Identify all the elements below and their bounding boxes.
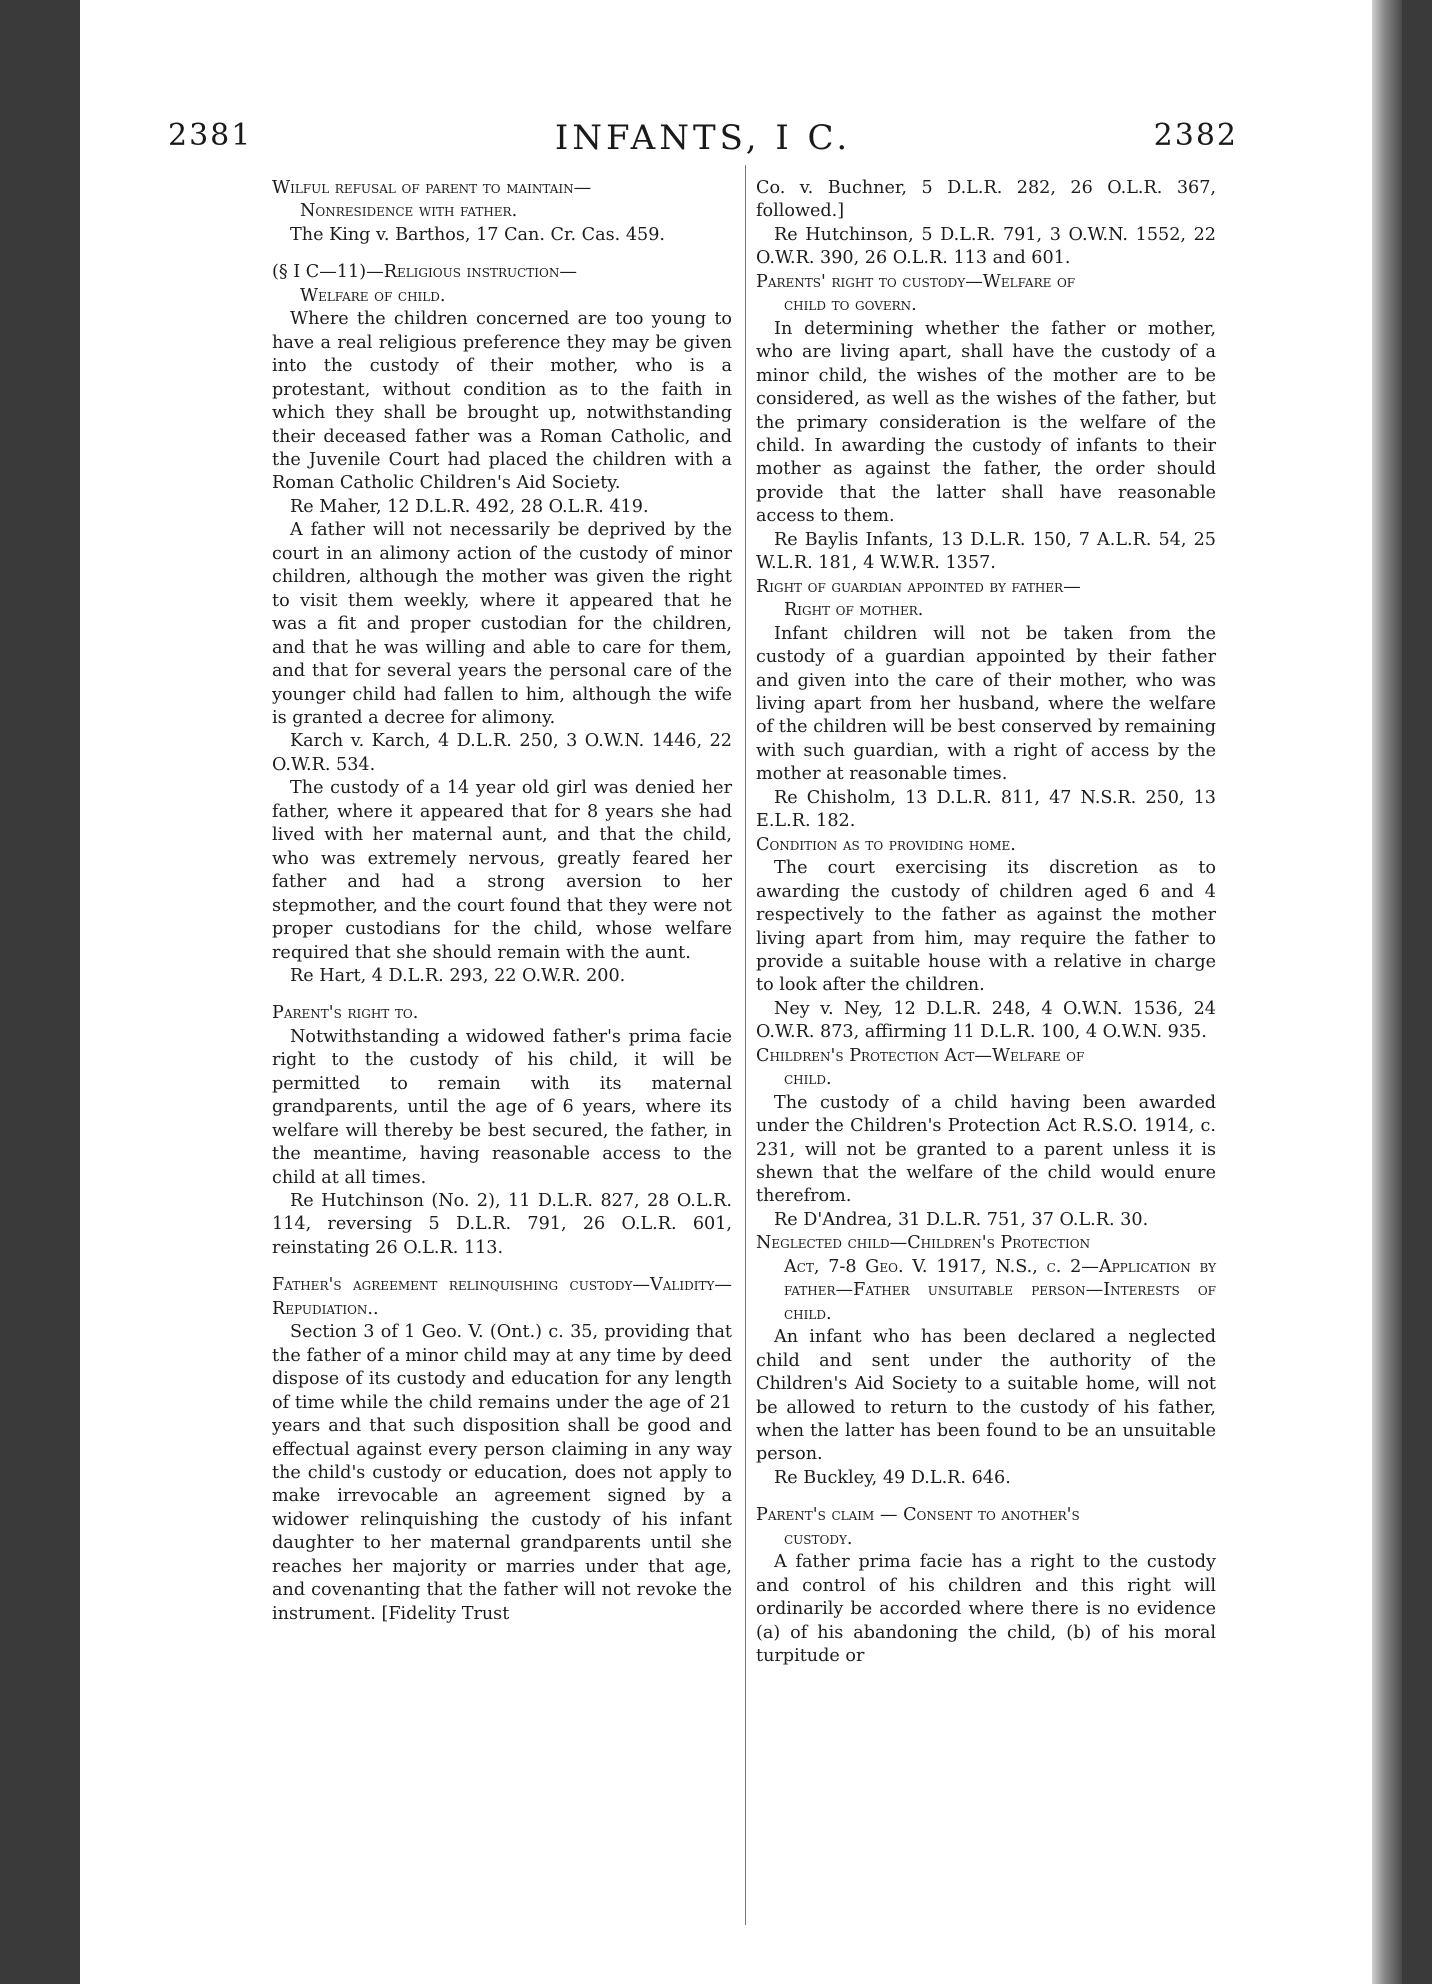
section-heading-text: Children's Protection Act—Welfare of xyxy=(756,1045,1085,1066)
paragraph: In determining whether the father or mother, who are living apart, shall have the custody of a minor child, the wishes of the mother are to be considered, as well as the wishes of the father, but the primary consideration is the welfare of the child. In awarding the custody of infants to their mother as against the father, the order should provide that the latter shall have reasonable access to them. xyxy=(756,318,1216,527)
right-column xyxy=(756,177,1216,1669)
page-header xyxy=(168,118,1238,168)
paragraph: A father will not necessarily be deprived by the court in an alimony action of the custody of minor children, although the mother was given the right to visit them weekly, where it appeared that he was a fit and proper custodian for the children, and that he was willing and able to care for them, and that for several years the personal care of the younger child had fallen to him, although the wife is granted a decree for alimony. xyxy=(272,520,732,728)
case-citation: Re Hutchinson, 5 D.L.R. 791, 3 O.W.N. 1552, 22 O.W.R. 390, 26 O.L.R. 113 and 601. xyxy=(756,224,1216,269)
case-citation: Re Baylis Infants, 13 D.L.R. 150, 7 A.L.R. 54, 25 W.L.R. 181, 4 W.W.R. 1357. xyxy=(756,529,1216,574)
section-heading-subtitle: custody. xyxy=(784,1528,853,1549)
section-heading xyxy=(272,261,732,308)
page-number-left: 2381 xyxy=(168,118,253,153)
section-heading xyxy=(272,177,732,224)
paragraph: Section 3 of 1 Geo. V. (Ont.) c. 35, providing that the father of a minor child may at any time by deed dispose of its custody and education for any length of time while the child remains under the age of 21 years and that such disposition shall be good and effectual against every person claiming in any way the child's custody or education, does not apply to make irrevocable an agreement signed by a widower relinquishing the custody of his infant daughter to her maternal grandparents until she reaches her majority or marries under that age, and covenanting that the father will not revoke the instrument. [Fidelity Trust xyxy=(272,1322,732,1624)
page-number-right: 2382 xyxy=(1153,118,1238,153)
paragraph: Where the children concerned are too young to have a real religious preference they may be given into the custody of their mother, who is a protestant, without condition as to the faith in which they shall be brought up, notwithstanding their deceased father was a Roman Catholic, and the Juvenile Court had placed the children with a Roman Catholic Children's Aid Society. xyxy=(272,309,732,494)
case-citation: Ney v. Ney, 12 D.L.R. 248, 4 O.W.N. 1536, 24 O.W.R. 873, affirming 11 D.L.R. 100, 4 O.W.N. 935. xyxy=(756,998,1216,1043)
paragraph: The custody of a child having been awarded under the Children's Protection Act R.S.O. 1914, c. 231, will not be granted to a parent unless it is shewn that the welfare of the child would enure therefrom. xyxy=(756,1092,1216,1207)
section-heading-text: Parent's right to. xyxy=(272,1003,419,1024)
paragraph: A father prima facie has a right to the custody and control of his children and this right will ordinarily be accorded where there is no evidence (a) of his abandoning the child, (b) of his moral turpitude or xyxy=(756,1552,1216,1667)
section-heading xyxy=(756,271,1216,318)
section-heading-text: Father's agreement relinquishing custody—Validity—Repudiation.. xyxy=(272,1275,732,1319)
case-citation: Re Chisholm, 13 D.L.R. 811, 47 N.S.R. 250, 13 E.L.R. 182. xyxy=(756,787,1216,832)
section-heading xyxy=(756,1232,1216,1326)
section-heading-subtitle: Right of mother. xyxy=(784,600,924,621)
case-citation: The King v. Barthos, 17 Can. Cr. Cas. 459. xyxy=(290,224,666,245)
section-heading xyxy=(756,576,1216,623)
section-heading-text: Parents' right to custody—Welfare of xyxy=(756,271,1076,292)
section-heading-subtitle: child to govern. xyxy=(784,295,917,316)
case-citation: Re Hart, 4 D.L.R. 293, 22 O.W.R. 200. xyxy=(290,965,626,986)
paragraph: The custody of a 14 year old girl was denied her father, where it appeared that for 8 years she had lived with her maternal aunt, and that the child, who was extremely nervous, greatly feared her father and had a strong aversion to her stepmother, and the court found that they were not proper custodians for the child, whose welfare required that she should remain with the aunt. xyxy=(272,778,732,963)
section-heading-subtitle: Act, 7-8 Geo. V. 1917, N.S., c. 2—Application by father—Father unsuitable person—Interests of child. xyxy=(784,1256,1216,1324)
paragraph: Co. v. Buchner, 5 D.L.R. 282, 26 O.L.R. 367, followed.] xyxy=(756,178,1216,222)
section-heading-text: Neglected child—Children's Protection xyxy=(756,1233,1091,1254)
section-heading xyxy=(756,1045,1216,1092)
paragraph: Infant children will not be taken from the custody of a guardian appointed by their father and given into the care of their mother, who was living apart from her husband, where the welfare of the children will be best conserved by remaining with such guardian, with a right of access by the mother at reasonable times. xyxy=(756,623,1216,785)
section-heading xyxy=(756,834,1216,857)
section-heading-text: (§ I C—11)—Religious instruction— xyxy=(272,262,577,283)
page-edge xyxy=(1372,0,1402,1984)
running-title: INFANTS, I C. xyxy=(554,118,852,158)
section-heading xyxy=(756,1504,1216,1551)
paragraph: An infant who has been declared a neglected child and sent under the authority of the Children's Aid Society to a suitable home, will not be allowed to return to the custody of his father, when the latter has been found to be an unsuitable person. xyxy=(756,1327,1216,1465)
section-heading-text: Wilful refusal of parent to maintain— xyxy=(272,178,592,198)
case-citation: Re Buckley, 49 D.L.R. 646. xyxy=(774,1467,1011,1488)
paragraph: The court exercising its discretion as to awarding the custody of children aged 6 and 4 respectively to the father as against the mother living apart from him, may require the father to provide a suitable house with a relative in charge to look after the children. xyxy=(756,858,1216,996)
case-citation: Karch v. Karch, 4 D.L.R. 250, 3 O.W.N. 1446, 22 O.W.R. 534. xyxy=(272,731,732,775)
section-heading-text: Condition as to providing home. xyxy=(756,834,1016,855)
paragraph: Notwithstanding a widowed father's prima facie right to the custody of his child, it will be permitted to remain with its maternal grandparents, until the age of 6 years, where its welfare will thereby be best secured, the father, in the meantime, having reasonable access to the child at all times. xyxy=(272,1026,732,1188)
section-heading-text: Parent's claim — Consent to another's xyxy=(756,1505,1080,1526)
section-heading xyxy=(272,1274,732,1321)
case-citation: Re Maher, 12 D.L.R. 492, 28 O.L.R. 419. xyxy=(290,496,649,517)
section-heading-subtitle: Welfare of child. xyxy=(300,285,446,306)
column-divider xyxy=(745,165,746,1925)
case-citation: Re D'Andrea, 31 D.L.R. 751, 37 O.L.R. 30. xyxy=(774,1209,1149,1230)
left-column xyxy=(272,177,732,1626)
section-heading-text: Right of guardian appointed by father— xyxy=(756,576,1081,597)
section-heading xyxy=(272,1002,732,1025)
section-heading-subtitle: Nonresidence with father. xyxy=(300,201,518,222)
case-citation: Re Hutchinson (No. 2), 11 D.L.R. 827, 28 O.L.R. 114, reversing 5 D.L.R. 791, 26 O.L.R. 601, reinstating 26 O.L.R. 113. xyxy=(272,1191,732,1258)
section-heading-subtitle: child. xyxy=(784,1069,832,1090)
